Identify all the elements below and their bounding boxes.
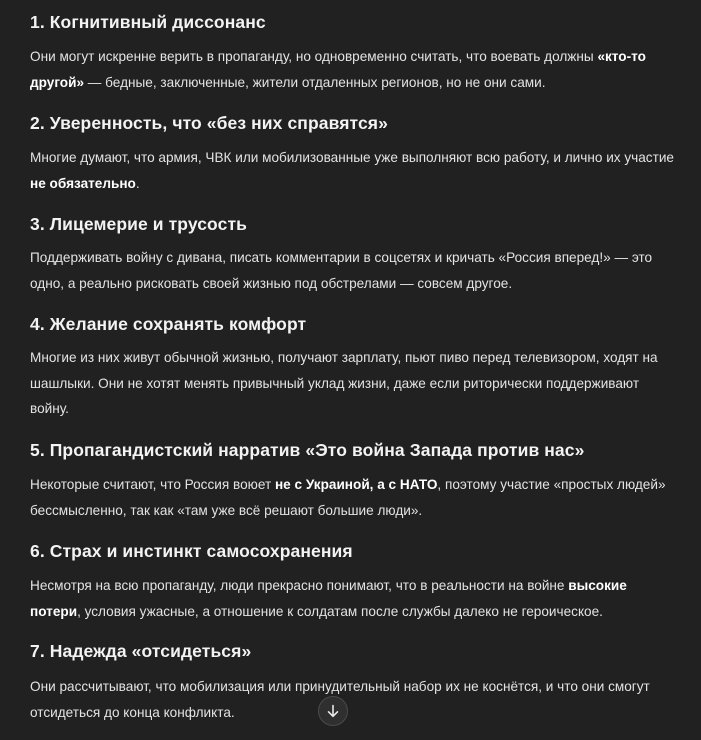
bold-text: «кто-то другой»: [30, 49, 646, 90]
section-heading: 3. Лицемерие и трусость: [30, 214, 247, 234]
paragraph-text: Многие думают, что армия, ЧВК или мобилизованные уже выполняют всю работу, и лично их участие: [30, 150, 674, 165]
scroll-to-bottom-button[interactable]: [318, 696, 348, 726]
section-paragraph: [30, 145, 675, 196]
section-heading: 1. Когнитивный диссонанс: [30, 12, 266, 32]
paragraph-text: — бедные, заключенные, жители отдаленных регионов, но не они сами.: [84, 74, 546, 90]
section-paragraph: [30, 573, 675, 624]
arrow-down-icon: [325, 703, 341, 719]
paragraph-text: .: [135, 175, 140, 191]
paragraph-text: , условия ужасные, а отношение к солдатам после службы далеко не героическое.: [77, 603, 603, 619]
section-heading: 2. Уверенность, что «без них справятся»: [30, 113, 388, 133]
bold-text: не обязательно: [30, 175, 136, 191]
section-paragraph: [30, 44, 675, 95]
section-heading: 6. Страх и инстинкт самосохранения: [30, 541, 353, 561]
paragraph-text: Некоторые считают, что Россия воюет: [30, 477, 275, 492]
bold-text: высокие потери: [30, 578, 627, 619]
section-heading: 7. Надежда «отсидеться»: [30, 641, 252, 661]
paragraph-text: Поддерживать войну с дивана, писать комментарии в соцсетях и кричать «Россия вперед!» — это одно, а реально рисковать своей жизнью под обстрелами — совсем другое.: [30, 250, 653, 291]
bold-text: не с Украиной, а с НАТО: [274, 477, 438, 492]
paragraph-text: Они рассчитывают, что мобилизация или принудительный набор их не коснётся, и что они смогут отсидеться до конца конфликта.: [30, 679, 650, 720]
section-heading: 4. Желание сохранять комфорт: [30, 314, 307, 334]
paragraph-text: Несмотря на всю пропаганду, люди прекрасно понимают, что в реальности на войне: [30, 578, 569, 593]
section-heading: 5. Пропагандистский нарратив «Это война Запада против нас»: [30, 440, 585, 460]
paragraph-text: Они могут искренне верить в пропаганду, но одновременно считать, что воевать должны: [30, 49, 598, 64]
section-paragraph: [30, 674, 675, 725]
paragraph-text: , поэтому участие «простых людей» бессмысленно, так как «там уже всё решают большие люди».: [30, 477, 666, 518]
section-paragraph: [30, 472, 675, 523]
section-paragraph: [30, 345, 675, 422]
paragraph-text: Многие из них живут обычной жизнью, получают зарплату, пьют пиво перед телевизором, ходят на шашлыки. Они не хотят менять привычный уклад жизни, даже если риторически поддерживают войну.: [30, 350, 658, 416]
section-paragraph: [30, 245, 675, 296]
